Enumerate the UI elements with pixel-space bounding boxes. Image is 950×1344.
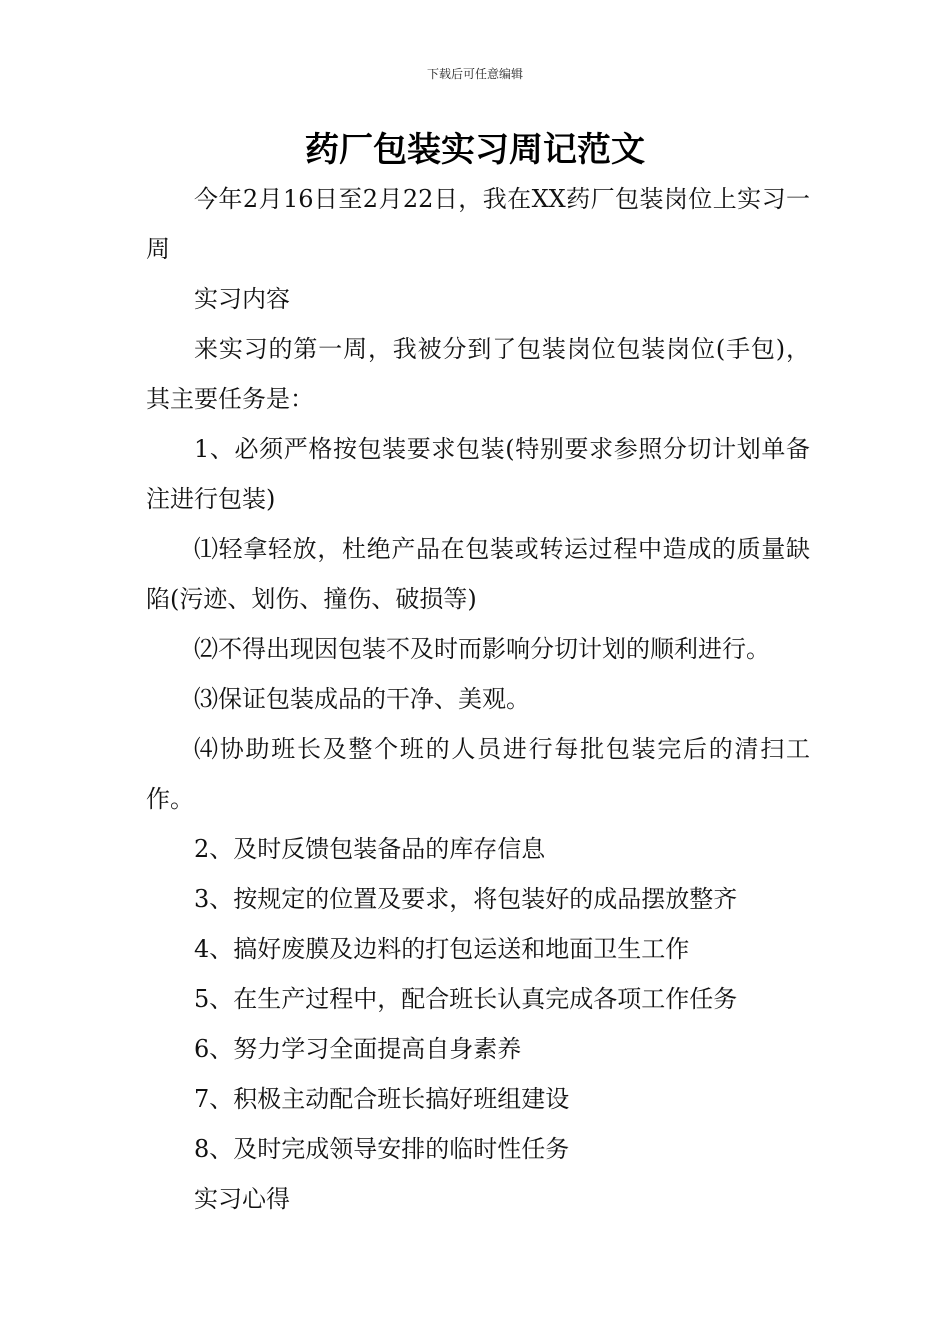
page-title: 药厂包装实习周记范文 xyxy=(305,130,645,170)
list-item: 6、努力学习全面提高自身素养 xyxy=(194,1035,522,1063)
list-item: 3、按规定的位置及要求，将包装好的成品摆放整齐 xyxy=(194,885,738,913)
list-item: 1、必须严格按包装要求包装(特别要求参照分切计划单备注进行包装) xyxy=(146,435,810,513)
sub-list-item: ⑵不得出现因包装不及时而影响分切计划的顺利进行。 xyxy=(194,635,770,663)
list-item: 2、及时反馈包装备品的库存信息 xyxy=(194,835,546,863)
sub-list-item: ⑷协助班长及整个班的人员进行每批包装完后的清扫工作。 xyxy=(146,735,810,813)
sub-list-item: ⑶保证包装成品的干净、美观。 xyxy=(194,685,530,713)
list-item: 4、搞好废膜及边料的打包运送和地面卫生工作 xyxy=(194,935,690,963)
paragraph: 来实习的第一周，我被分到了包装岗位包装岗位(手包)，其主要任务是： xyxy=(146,335,810,413)
section-heading: 实习心得 xyxy=(194,1185,290,1213)
document-body xyxy=(146,174,810,1224)
section-heading: 实习内容 xyxy=(194,285,290,313)
list-item: 8、及时完成领导安排的临时性任务 xyxy=(194,1135,570,1163)
sub-list-item: ⑴轻拿轻放，杜绝产品在包装或转运过程中造成的质量缺陷(污迹、划伤、撞伤、破损等) xyxy=(146,535,810,613)
header-note: 下载后可任意编辑 xyxy=(426,67,523,81)
paragraph: 今年2月16日至2月22日，我在XX药厂包装岗位上实习一周 xyxy=(146,185,810,263)
list-item: 7、积极主动配合班长搞好班组建设 xyxy=(194,1085,570,1113)
list-item: 5、在生产过程中，配合班长认真完成各项工作任务 xyxy=(194,985,738,1013)
